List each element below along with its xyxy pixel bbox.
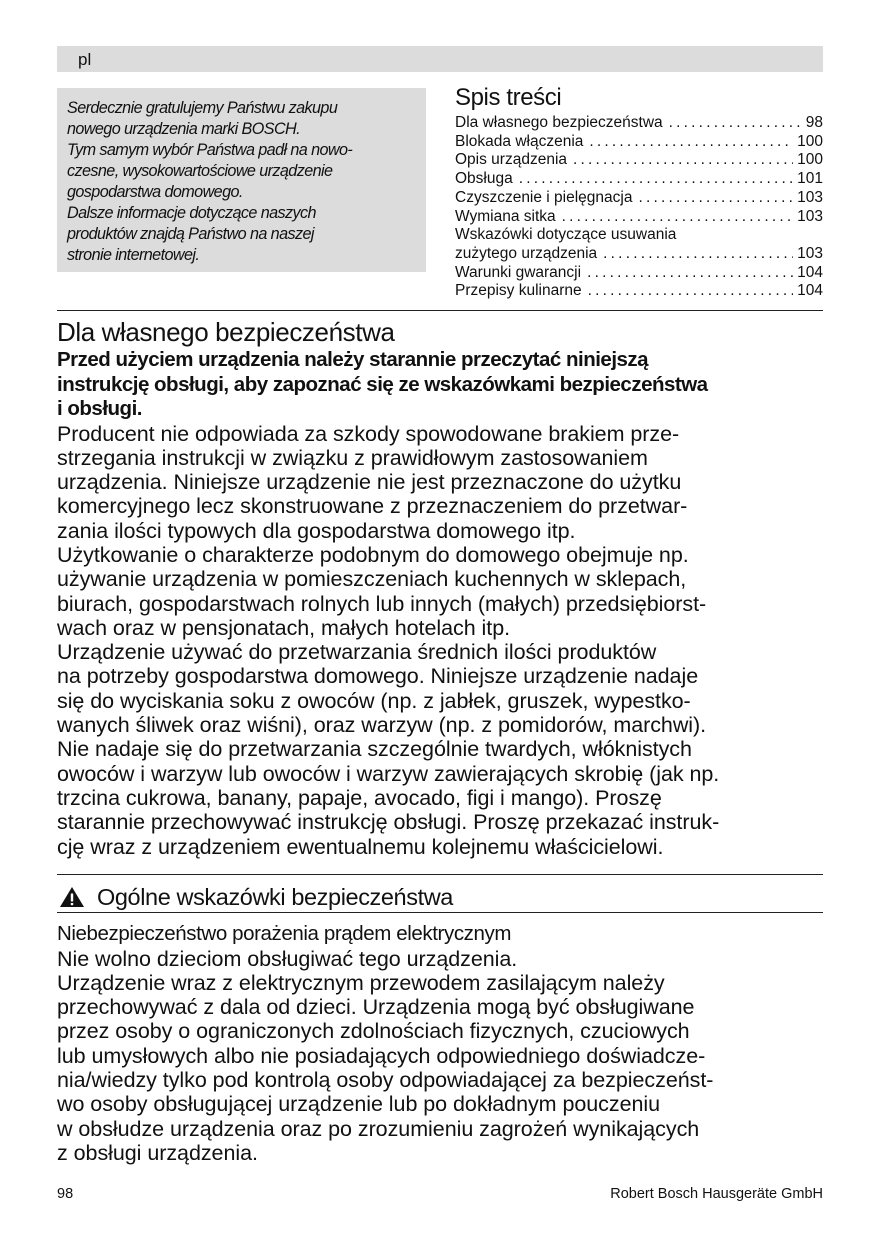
toc-entry-label: Przepisy kulinarne bbox=[455, 282, 582, 300]
general-safety-section bbox=[57, 880, 827, 914]
greeting-line: stronie internetowej. bbox=[67, 246, 200, 264]
toc-leader-dots bbox=[638, 189, 793, 208]
lead-line: i obsługi. bbox=[57, 397, 142, 420]
toc-entry[interactable] bbox=[455, 264, 823, 283]
body-line: nia/wiedzy tylko pod kontrolą osoby odpowiadającej za bezpieczeńst- bbox=[57, 1067, 714, 1092]
body-line: się do wyciskania soku z owoców (np. z jabłek, gruszek, wypestko- bbox=[57, 688, 691, 713]
toc-entry-label-line1[interactable]: Wskazówki dotyczące usuwania bbox=[455, 226, 677, 244]
toc-entry-page: 104 bbox=[797, 263, 823, 281]
body-line: trzcina cukrowa, banany, papaje, avocado, figi i mango). Proszę bbox=[57, 785, 662, 810]
toc-entry[interactable] bbox=[455, 151, 823, 170]
body-line: w obsłudze urządzenia oraz po zrozumieniu zagrożeń wynikających bbox=[57, 1116, 700, 1141]
toc-leader-dots bbox=[573, 151, 793, 170]
language-code: pl bbox=[78, 50, 92, 69]
body-line: owoców i warzyw lub owoców i warzyw zawierających skrobię (jak np. bbox=[57, 761, 720, 786]
body-line: używanie urządzenia w pomieszczeniach kuchennych w sklepach, bbox=[57, 567, 687, 592]
body-line: wach oraz w pensjonatach, małych hotelach itp. bbox=[57, 615, 511, 640]
toc-entry-label: Dla własnego bezpieczeństwa bbox=[455, 114, 663, 131]
toc-leader-dots bbox=[589, 133, 793, 152]
toc-entry-label: Blokada włączenia bbox=[455, 132, 584, 150]
toc-entry-page: 100 bbox=[797, 151, 823, 169]
lead-paragraph bbox=[57, 348, 827, 422]
body-line: wanych śliwek oraz wiśni), oraz warzyw (np. z pomidorów, marchwi). bbox=[57, 713, 707, 738]
page-number: 98 bbox=[57, 1186, 74, 1202]
body-line: Producent nie odpowiada za szkody spowodowane brakiem prze- bbox=[57, 421, 680, 446]
language-bar bbox=[57, 46, 823, 72]
divider bbox=[57, 874, 823, 875]
toc-entry[interactable] bbox=[455, 114, 823, 133]
toc-entry-label: Obsługa bbox=[455, 170, 513, 188]
toc-entry[interactable] bbox=[455, 282, 823, 301]
body-line: Nie nadaje się do przetwarzania szczególnie twardych, włóknistych bbox=[57, 737, 692, 762]
body-line: Nie wolno dzieciom obsługiwać tego urządzenia. bbox=[57, 946, 518, 971]
warning-icon bbox=[59, 885, 85, 909]
greeting-line: gospodarstwa domowego. bbox=[67, 183, 243, 201]
divider bbox=[57, 310, 823, 311]
toc-leader-dots bbox=[669, 114, 802, 133]
toc-entry-page: 98 bbox=[805, 114, 823, 131]
body-line: biurach, gospodarstwach rolnych lub innych (małych) przedsiębiorst- bbox=[57, 591, 707, 616]
greeting-line: Tym samym wybór Państwa padł na nowo- bbox=[67, 141, 353, 159]
lead-line: Przed użyciem urządzenia należy starannie przeczytać niniejszą bbox=[57, 348, 649, 371]
body-line: strzegania instrukcji w związku z prawidłowym zastosowaniem bbox=[57, 445, 648, 470]
body-paragraph bbox=[57, 947, 827, 1166]
body-line: przechowywać z dala od dzieci. Urządzenia mogą być obsługiwane bbox=[57, 995, 695, 1020]
divider bbox=[57, 912, 823, 913]
body-line: wo osoby obsługującej urządzenie lub po dokładnym pouczeniu bbox=[57, 1092, 661, 1117]
toc-entry-page: 101 bbox=[797, 170, 823, 188]
greeting-line: Serdecznie gratulujemy Państwu zakupu bbox=[67, 99, 338, 117]
toc-entry[interactable] bbox=[455, 208, 823, 227]
safety-section bbox=[57, 316, 827, 859]
toc-leader-dots bbox=[587, 264, 793, 283]
toc-leader-dots bbox=[562, 208, 793, 227]
toc-entry-label: zużytego urządzenia bbox=[455, 244, 598, 262]
toc-entry[interactable] bbox=[455, 189, 823, 208]
section-heading bbox=[57, 880, 827, 914]
table-of-contents bbox=[455, 84, 823, 301]
toc-entry-page: 104 bbox=[797, 282, 823, 300]
toc-entry-label: Warunki gwarancji bbox=[455, 263, 582, 281]
subsection-title: Niebezpieczeństwo porażenia prądem elektrycznym bbox=[57, 922, 512, 945]
body-paragraph bbox=[57, 422, 827, 859]
toc-entry-label: Opis urządzenia bbox=[455, 151, 568, 169]
company-name: Robert Bosch Hausgeräte GmbH bbox=[610, 1186, 823, 1202]
toc-entry-page: 103 bbox=[797, 188, 823, 206]
toc-leader-dots bbox=[519, 170, 793, 189]
toc-entry-label: Wymiana sitka bbox=[455, 207, 556, 225]
toc-leader-dots bbox=[603, 245, 793, 264]
body-line: Urządzenie wraz z elektrycznym przewodem zasilającym należy bbox=[57, 970, 665, 995]
greeting-line: Dalsze informacje dotyczące naszych bbox=[67, 204, 316, 222]
body-line: Urządzenie używać do przetwarzania średnich ilości produktów bbox=[57, 640, 657, 665]
toc-leader-dots bbox=[588, 282, 793, 301]
body-line: przez osoby o ograniczonych zdolnościach fizycznych, czuciowych bbox=[57, 1019, 690, 1044]
body-line: lub umysłowych albo nie posiadających odpowiedniego doświadcze- bbox=[57, 1043, 706, 1068]
body-line: Użytkowanie o charakterze podobnym do domowego obejmuje np. bbox=[57, 542, 689, 567]
greeting-box bbox=[57, 88, 426, 272]
body-line: na potrzeby gospodarstwa domowego. Niniejsze urządzenie nadaje bbox=[57, 664, 699, 689]
greeting-line: produktów znajdą Państwo na naszej bbox=[67, 225, 314, 243]
body-line: zania ilości typowych dla gospodarstwa domowego itp. bbox=[57, 518, 576, 543]
body-line: z obsługi urządzenia. bbox=[57, 1140, 258, 1165]
greeting-line: nowego urządzenia marki BOSCH. bbox=[67, 120, 301, 138]
body-line: urządzenia. Niniejsze urządzenie nie jest przeznaczone do użytku bbox=[57, 470, 682, 495]
toc-entry[interactable] bbox=[455, 245, 823, 264]
lead-line: instrukcję obsługi, aby zapoznać się ze wskazówkami bezpieczeństwa bbox=[57, 372, 708, 396]
toc-entry-page: 103 bbox=[797, 207, 823, 225]
toc-entry[interactable] bbox=[455, 170, 823, 189]
section-title: Dla własnego bezpieczeństwa bbox=[57, 317, 395, 347]
toc-entry-label: Czyszczenie i pielęgnacja bbox=[455, 188, 633, 206]
body-line: starannie przechowywać instrukcję obsługi. Proszę przekazać instruk- bbox=[57, 810, 720, 835]
electric-shock-section bbox=[57, 922, 827, 1165]
toc-title: Spis treści bbox=[455, 84, 562, 111]
section-title: Ogólne wskazówki bezpieczeństwa bbox=[97, 883, 453, 910]
toc-entry-page: 100 bbox=[797, 132, 823, 150]
body-line: cję wraz z urządzeniem ewentualnemu kolejnemu właścicielowi. bbox=[57, 834, 664, 859]
greeting-line: czesne, wysokowartościowe urządzenie bbox=[67, 162, 333, 180]
page-footer bbox=[57, 1186, 823, 1202]
body-line: komercyjnego lecz skonstruowane z przeznaczeniem do przetwar- bbox=[57, 494, 688, 519]
toc-entry-page: 103 bbox=[797, 244, 823, 262]
toc-entry[interactable] bbox=[455, 133, 823, 152]
